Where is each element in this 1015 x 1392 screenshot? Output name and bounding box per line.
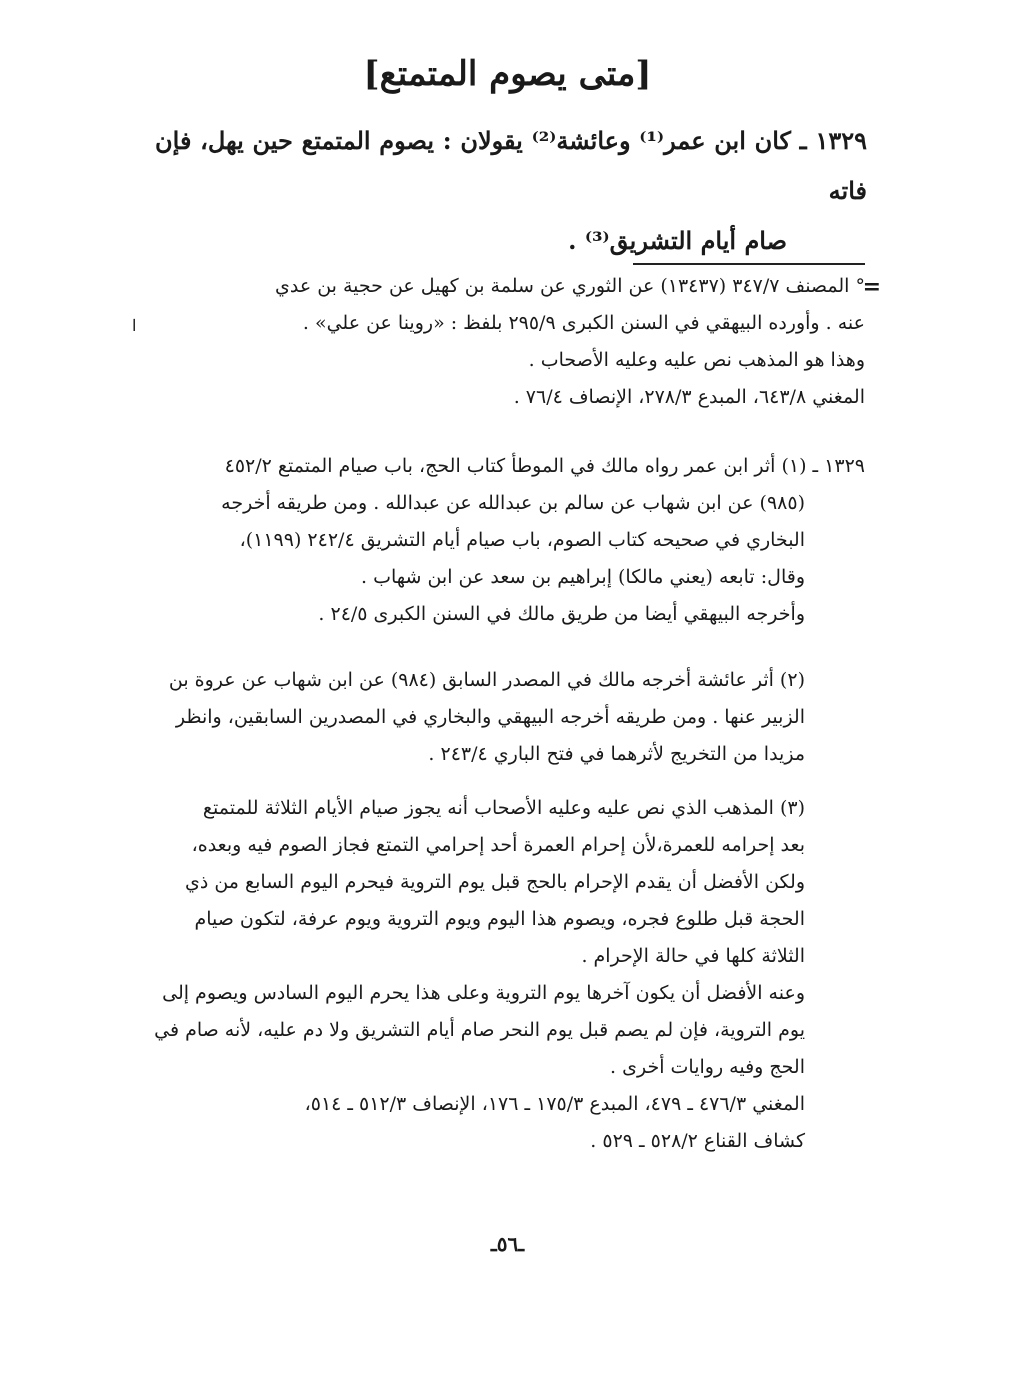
footnote-continued [173, 268, 865, 416]
main-text [155, 116, 867, 266]
footnote-line: (٣) المذهب الذي نص عليه وعليه الأصحاب أنه يجوز صيام الأيام الثلاثة للمتمتع [202, 797, 805, 819]
footnote-3 [153, 790, 865, 1160]
continuation-mark: = [862, 274, 881, 300]
section-title: [متى يصوم المتمتع] [363, 54, 652, 94]
footnote-line: المغني ٤٧٦/٣ ـ ٤٧٩، المبدع ١٧٥/٣ ـ ١٧٦، الإنصاف ٥١٢/٣ ـ ٥١٤، [304, 1093, 805, 1115]
footnote-line: الثلاثة كلها في حالة الإحرام . [581, 945, 805, 967]
footnote-line: الزبير عنها . ومن طريقه أخرجه البيهقي والبخاري في المصدرين السابقين، وانظر [175, 706, 805, 728]
footnote-line: الحج وفيه روايات أخرى . [610, 1056, 805, 1078]
footnote-line: (٩٨٥) عن ابن شهاب عن سالم بن عبدالله عن عبدالله . ومن طريقه أخرجه [221, 492, 805, 514]
footnote-line: وهذا هو المذهب نص عليه وعليه الأصحاب . [528, 349, 865, 371]
footnote-line: ° المصنف ٣٤٧/٧ (١٣٤٣٧) عن الثوري عن سلمة بن كهيل عن حجية بن عدي [274, 275, 865, 297]
footnote-line: المغني ٦٤٣/٨، المبدع ٢٧٨/٣، الإنصاف ٧٦/٤ . [513, 386, 865, 408]
footnote-line: وقال: تابعه (يعني مالكا) إبراهيم بن سعد عن ابن شهاب . [360, 566, 805, 588]
footnote-line: (٢) أثر عائشة أخرجه مالك في المصدر السابق (٩٨٤) عن ابن شهاب عن عروة بن [168, 669, 805, 691]
footnote-line: وأخرجه البيهقي أيضا من طريق مالك في السنن الكبرى ٢٤/٥ . [318, 603, 805, 625]
footnote-1 [153, 448, 865, 633]
footnote-line: عنه . وأورده البيهقي في السنن الكبرى ٢٩٥/٩ بلفظ : «روينا عن علي» . [302, 312, 865, 334]
main-text-line: صام أيام التشريق⁽³⁾ . [568, 226, 787, 255]
footnote-line: كشاف القناع ٥٢٨/٢ ـ ٥٢٩ . [590, 1130, 805, 1152]
footnote-separator [633, 263, 865, 265]
footnote-line: مزيدا من التخريج لأثرهما في فتح الباري ٢٤٣/٤ . [428, 743, 805, 765]
footnote-line: ولكن الأفضل أن يقدم الإحرام بالحج قبل يوم التروية فيحرم اليوم السابع من ذي [184, 871, 805, 893]
footnote-line: وعنه الأفضل أن يكون آخرها يوم التروية وعلى هذا يحرم اليوم السادس ويصوم إلى [162, 982, 805, 1004]
footnote-line: يوم التروية، فإن لم يصم قبل يوم النحر صام أيام التشريق ولا دم عليه، لأنه صام في [154, 1019, 805, 1041]
page-number: ـ٥٦ـ [490, 1232, 525, 1256]
footnote-2 [153, 662, 865, 773]
margin-mark: ا [132, 316, 137, 335]
main-text-line: ١٣٢٩ ـ كان ابن عمر⁽¹⁾ وعائشة⁽²⁾ يقولان : يصوم المتمتع حين يهل، فإن فاته [155, 126, 867, 205]
footnote-line: بعد إحرامه للعمرة،لأن إحرام العمرة أحد إحرامي التمتع فجاز الصوم فيه وبعده، [191, 834, 805, 856]
footnote-line: البخاري في صحيحه كتاب الصوم، باب صيام أيام التشريق ٢٤٢/٤ (١١٩٩)، [239, 529, 805, 551]
footnote-line: ١٣٢٩ ـ (١) أثر ابن عمر رواه مالك في الموطأ كتاب الحج، باب صيام المتمتع ٤٥٢/٢ [224, 455, 865, 477]
footnote-line: الحجة قبل طلوع فجره، ويصوم هذا اليوم ويوم التروية ويوم عرفة، لتكون صيام [194, 908, 805, 930]
